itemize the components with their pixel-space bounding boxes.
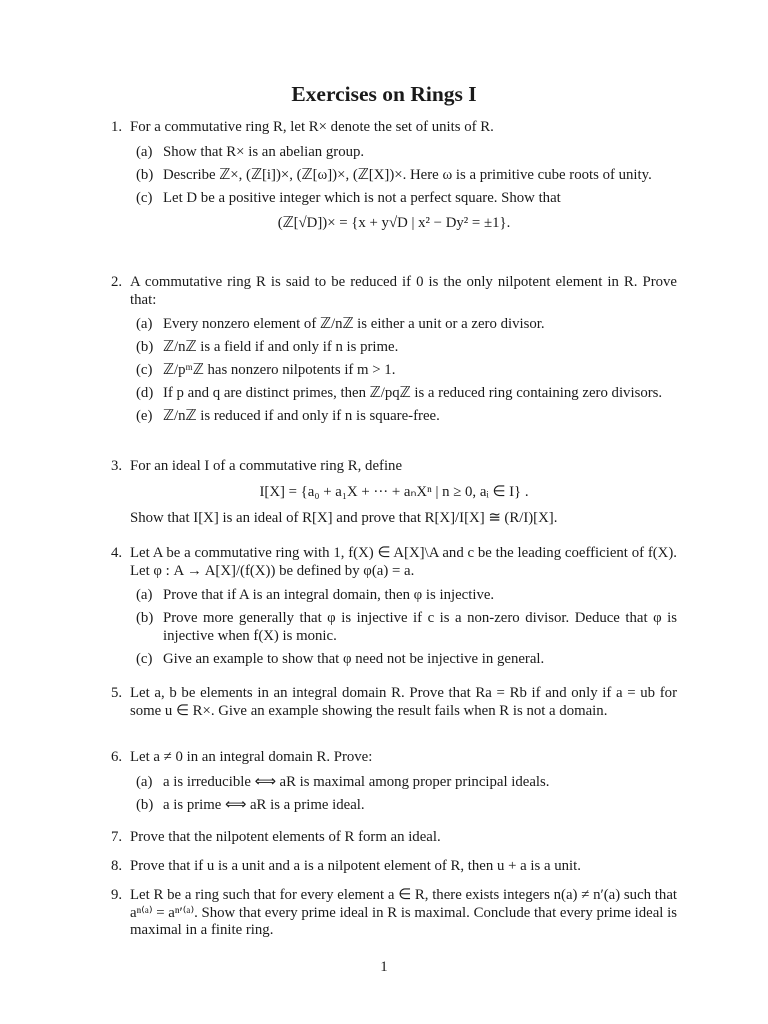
exercise-number: 2. xyxy=(111,274,123,290)
item-text: ℤ/nℤ is a field if and only if n is prime. xyxy=(163,339,399,355)
exercise-item xyxy=(111,316,677,334)
item-text: Show that R× is an abelian group. xyxy=(163,143,365,160)
display-equation: (ℤ[√D])× = {x + y√D | x² − Dy² = ±1}. xyxy=(277,215,511,231)
item-label: (b) xyxy=(136,339,154,355)
item-label: (b) xyxy=(136,166,154,183)
exercise-5 xyxy=(111,685,677,720)
item-text: ℤ/pᵐℤ has nonzero nilpotents if m > 1. xyxy=(163,362,396,378)
exercise-number: 7. xyxy=(111,829,123,845)
exercise-9 xyxy=(111,887,677,940)
item-text: Prove that if A is an integral domain, then φ is injective. xyxy=(163,587,495,603)
exercise-item xyxy=(111,774,677,792)
exercise-7 xyxy=(111,829,677,847)
exercise-items xyxy=(111,587,677,668)
exercise-1 xyxy=(111,119,677,242)
item-label: (a) xyxy=(136,316,153,332)
exercise-number: 1. xyxy=(111,119,123,135)
item-label: (c) xyxy=(136,189,153,206)
page-title: Exercises on Rings I xyxy=(291,82,477,106)
exercise-followup-text: Show that I[X] is an ideal of R[X] and prove that R[X]/I[X] ≅ (R/I)[X]. xyxy=(130,510,558,526)
exercise-items xyxy=(111,774,677,815)
item-label: (a) xyxy=(136,773,153,790)
exercise-text: For an ideal I of a commutative ring R, define xyxy=(130,458,403,474)
exercise-number: 6. xyxy=(111,749,123,765)
exercise-number: 3. xyxy=(111,458,123,474)
item-text: If p and q are distinct primes, then ℤ/pqℤ is a reduced ring containing zero divisors. xyxy=(163,385,663,401)
exercise-text: A commutative ring R is said to be reduced if 0 is the only nilpotent element in R. Prove that: xyxy=(130,274,677,308)
exercise-item xyxy=(111,167,677,185)
exercise-item xyxy=(111,408,677,426)
page-number: 1 xyxy=(380,959,388,975)
exercise-number: 9. xyxy=(111,887,123,903)
item-text: a is irreducible ⟺ aR is maximal among proper principal ideals. xyxy=(163,773,550,790)
item-label: (a) xyxy=(136,143,153,160)
item-label: (a) xyxy=(136,587,153,603)
item-label: (e) xyxy=(136,408,153,424)
item-label: (d) xyxy=(136,385,154,401)
exercise-item xyxy=(111,610,677,645)
item-text: Let D be a positive integer which is not a perfect square. Show that xyxy=(163,189,561,206)
exercise-items xyxy=(111,316,677,426)
item-text: a is prime ⟺ aR is a prime ideal. xyxy=(163,796,365,813)
exercise-item xyxy=(111,651,677,669)
exercise-item xyxy=(111,587,677,605)
exercise-item xyxy=(111,144,677,162)
exercise-text: For a commutative ring R, let R× denote the set of units of R. xyxy=(130,119,494,135)
item-label: (b) xyxy=(136,796,154,813)
exercise-number: 4. xyxy=(111,545,123,561)
exercise-text: Let R be a ring such that for every element a ∈ R, there exists integers n(a) ≠ n′(a) such that aⁿ⁽ᵃ⁾ = aⁿ′⁽ᵃ⁾. Show that every prime ideal in R is maximal. Conclude that every prime ideal is maximal in a finite ring. xyxy=(130,887,677,938)
exercise-6 xyxy=(111,749,677,820)
item-text: ℤ/nℤ is reduced if and only if n is square-free. xyxy=(163,408,440,424)
item-text: Prove more generally that φ is injective if c is a non-zero divisor. Deduce that φ is injective when f(X) is monic. xyxy=(163,610,677,644)
item-label: (c) xyxy=(136,650,153,667)
exercise-4 xyxy=(111,545,677,674)
exercise-text: Prove that the nilpotent elements of R form an ideal. xyxy=(130,829,441,845)
exercise-text: Let a, b be elements in an integral domain R. Prove that Ra = Rb if and only if a = ub for some u ∈ R×. Give an example showing the result fails when R is not a domain. xyxy=(130,685,677,719)
exercise-item xyxy=(111,339,677,357)
item-text: Every nonzero element of ℤ/nℤ is either a unit or a zero divisor. xyxy=(163,316,545,332)
item-text: Describe ℤ×, (ℤ[i])×, (ℤ[ω])×, (ℤ[X])×. Here ω is a primitive cube roots of unity. xyxy=(163,166,652,183)
exercise-text: Let a ≠ 0 in an integral domain R. Prove: xyxy=(130,749,373,765)
exercise-number: 8. xyxy=(111,858,123,874)
item-text: Give an example to show that φ need not be injective in general. xyxy=(163,650,545,667)
exercise-item xyxy=(111,362,677,380)
display-equation: I[X] = {a₀ + a₁X + ··· + aₙXⁿ | n ≥ 0, aᵢ ∈ I} . xyxy=(259,483,529,500)
exercise-3 xyxy=(111,458,677,528)
exercise-text: Let A be a commutative ring with 1, f(X) ∈ A[X]\A and c be the leading coefficient of f(X). Let φ : A → A[X]/(f(X)) be defined by φ(a) = a. xyxy=(130,545,677,579)
item-label: (c) xyxy=(136,362,153,378)
item-label: (b) xyxy=(136,610,154,626)
exercise-number: 5. xyxy=(111,685,123,701)
exercise-item xyxy=(111,385,677,403)
exercise-text: Prove that if u is a unit and a is a nilpotent element of R, then u + a is a unit. xyxy=(130,858,581,874)
exercise-8 xyxy=(111,858,677,876)
exercise-items xyxy=(111,144,677,233)
exercise-item xyxy=(111,190,677,208)
exercise-2 xyxy=(111,274,677,431)
exercise-item xyxy=(111,797,677,815)
